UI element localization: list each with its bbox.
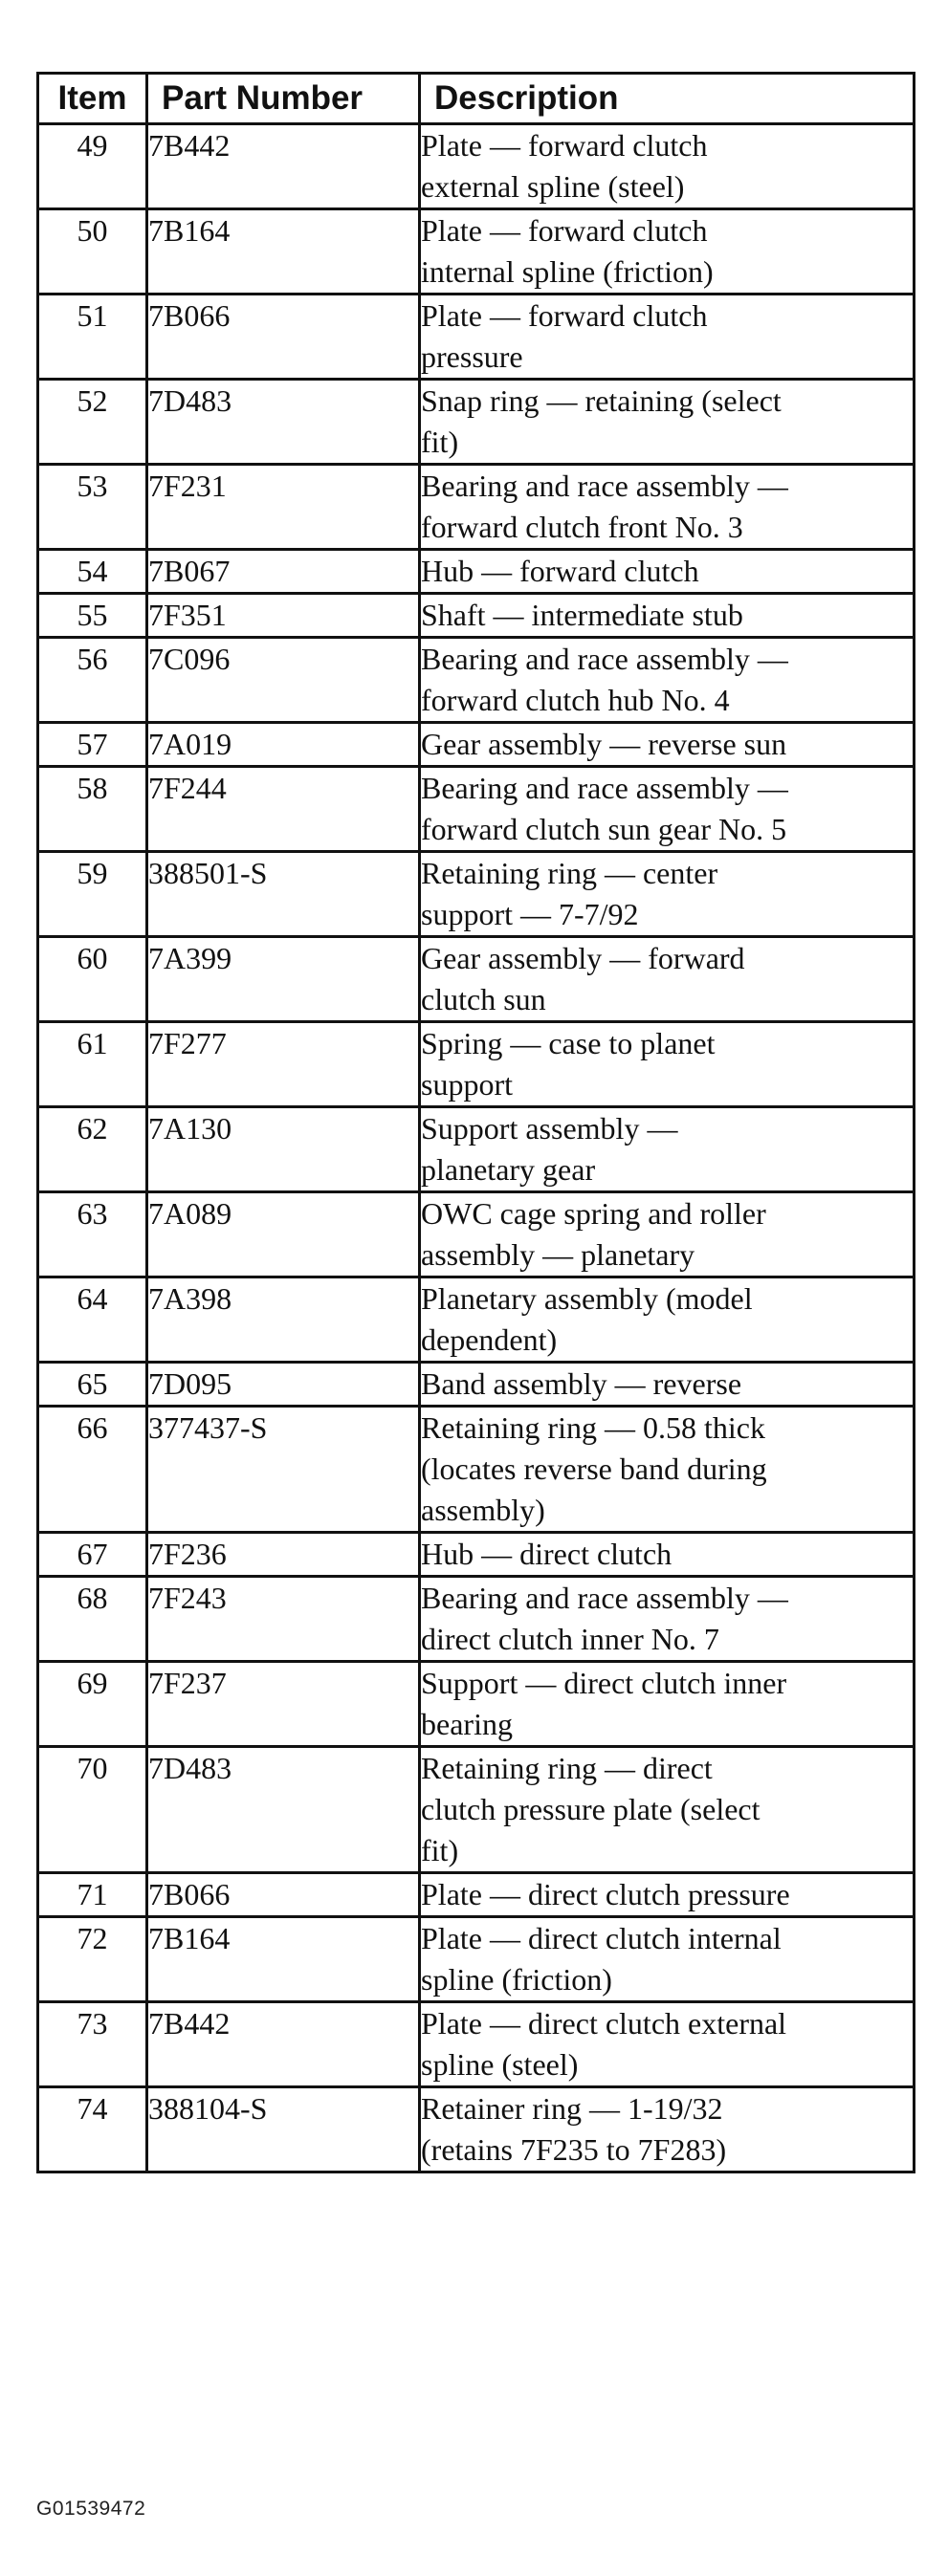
item-number-cell: 50 (38, 209, 147, 295)
part-number-cell: 7A398 (147, 1277, 420, 1363)
table-row (38, 380, 915, 465)
part-number-cell: 7B066 (147, 295, 420, 380)
description-line: Support assembly — (421, 1111, 678, 1146)
description-line: Hub — forward clutch (421, 554, 699, 588)
part-number-cell: 7D483 (147, 1747, 420, 1873)
description-cell (420, 723, 915, 767)
part-number-cell: 7F237 (147, 1662, 420, 1747)
description-line: Spring — case to planet (421, 1026, 716, 1060)
description-line: Gear assembly — reverse sun (421, 727, 787, 761)
column-header-item (38, 74, 147, 124)
item-number-cell: 61 (38, 1022, 147, 1107)
part-number-cell: 7A019 (147, 723, 420, 767)
description-cell (420, 1107, 915, 1192)
description-line: Plate — direct clutch pressure (421, 1877, 790, 1911)
description-cell (420, 1917, 915, 2002)
item-number-cell: 70 (38, 1747, 147, 1873)
parts-table (36, 72, 915, 2173)
description-cell (420, 1533, 915, 1577)
parts-list-sheet (36, 72, 913, 2173)
item-number-cell: 68 (38, 1577, 147, 1662)
item-number-cell: 56 (38, 638, 147, 723)
description-line: Retaining ring — direct (421, 1751, 713, 1785)
description-line: assembly) (421, 1493, 545, 1527)
part-number-cell: 7F351 (147, 594, 420, 638)
description-line: Retaining ring — center (421, 856, 718, 890)
description-cell (420, 937, 915, 1022)
table-row (38, 1917, 915, 2002)
table-row (38, 638, 915, 723)
item-number-cell: 60 (38, 937, 147, 1022)
part-number-cell: 7F277 (147, 1022, 420, 1107)
description-cell (420, 638, 915, 723)
description-line: Band assembly — reverse (421, 1366, 742, 1401)
part-number-cell: 7F236 (147, 1533, 420, 1577)
description-line: fit) (421, 425, 459, 459)
item-number-cell: 57 (38, 723, 147, 767)
table-row (38, 1363, 915, 1407)
table-row (38, 1533, 915, 1577)
description-line: Plate — direct clutch internal (421, 1921, 782, 1955)
item-number-cell: 62 (38, 1107, 147, 1192)
part-number-cell: 7B442 (147, 2002, 420, 2087)
table-row (38, 1407, 915, 1533)
table-row (38, 209, 915, 295)
item-number-cell: 66 (38, 1407, 147, 1533)
item-number-cell: 69 (38, 1662, 147, 1747)
description-line: Planetary assembly (model (421, 1281, 753, 1316)
column-header-part-number (147, 74, 420, 124)
item-number-cell: 53 (38, 465, 147, 550)
column-header-description (420, 74, 915, 124)
table-row (38, 2087, 915, 2172)
description-line: Plate — forward clutch (421, 128, 708, 163)
description-line: Bearing and race assembly — (421, 1581, 788, 1615)
column-header-description-label: Description (434, 79, 619, 117)
description-cell (420, 1577, 915, 1662)
item-number-cell: 64 (38, 1277, 147, 1363)
item-number-cell: 51 (38, 295, 147, 380)
description-cell (420, 594, 915, 638)
item-number-cell: 55 (38, 594, 147, 638)
description-line: internal spline (friction) (421, 254, 714, 289)
description-line: (locates reverse band during (421, 1452, 767, 1486)
part-number-cell: 7B067 (147, 550, 420, 594)
table-row (38, 465, 915, 550)
table-row (38, 1107, 915, 1192)
description-cell (420, 1662, 915, 1747)
description-line: spline (steel) (421, 2047, 579, 2082)
item-number-cell: 54 (38, 550, 147, 594)
part-number-cell: 377437-S (147, 1407, 420, 1533)
description-cell (420, 550, 915, 594)
description-cell (420, 1747, 915, 1873)
description-cell (420, 1363, 915, 1407)
item-number-cell: 71 (38, 1873, 147, 1917)
description-cell (420, 1022, 915, 1107)
description-line: Gear assembly — forward (421, 941, 745, 975)
description-line: dependent) (421, 1322, 558, 1357)
description-line: fit) (421, 1833, 459, 1867)
description-line: planetary gear (421, 1152, 596, 1187)
description-cell (420, 295, 915, 380)
description-cell (420, 380, 915, 465)
description-cell (420, 1407, 915, 1533)
table-row (38, 937, 915, 1022)
item-number-cell: 49 (38, 124, 147, 209)
description-cell (420, 1192, 915, 1277)
description-line: (retains 7F235 to 7F283) (421, 2132, 727, 2167)
header-row (38, 74, 915, 124)
description-cell (420, 124, 915, 209)
table-row (38, 1277, 915, 1363)
description-line: Bearing and race assembly — (421, 642, 788, 676)
description-line: forward clutch front No. 3 (421, 510, 743, 544)
part-number-cell: 7A089 (147, 1192, 420, 1277)
table-row (38, 550, 915, 594)
column-header-part-number-label: Part Number (162, 79, 364, 117)
part-number-cell: 7A399 (147, 937, 420, 1022)
part-number-cell: 7F231 (147, 465, 420, 550)
part-number-cell: 7A130 (147, 1107, 420, 1192)
part-number-cell: 7D095 (147, 1363, 420, 1407)
table-row (38, 1873, 915, 1917)
table-row (38, 124, 915, 209)
description-line: forward clutch sun gear No. 5 (421, 812, 787, 846)
part-number-cell: 7F243 (147, 1577, 420, 1662)
description-line: Support — direct clutch inner (421, 1666, 787, 1700)
item-number-cell: 52 (38, 380, 147, 465)
table-row (38, 1577, 915, 1662)
part-number-cell: 7B164 (147, 209, 420, 295)
description-line: Plate — forward clutch (421, 213, 708, 248)
description-line: external spline (steel) (421, 169, 685, 204)
part-number-cell: 388104-S (147, 2087, 420, 2172)
figure-id: G01539472 (36, 2498, 146, 2520)
description-line: Bearing and race assembly — (421, 771, 788, 805)
part-number-cell: 7B066 (147, 1873, 420, 1917)
description-line: Hub — direct clutch (421, 1537, 672, 1571)
description-line: Snap ring — retaining (select (421, 383, 782, 418)
description-line: Shaft — intermediate stub (421, 598, 743, 632)
part-number-cell: 388501-S (147, 852, 420, 937)
description-line: pressure (421, 339, 523, 374)
description-cell (420, 852, 915, 937)
item-number-cell: 72 (38, 1917, 147, 2002)
item-number-cell: 67 (38, 1533, 147, 1577)
description-line: forward clutch hub No. 4 (421, 683, 730, 717)
description-line: Retainer ring — 1-19/32 (421, 2091, 723, 2126)
description-line: support — 7-7/92 (421, 897, 639, 931)
description-cell (420, 465, 915, 550)
description-cell (420, 2002, 915, 2087)
item-number-cell: 59 (38, 852, 147, 937)
item-number-cell: 74 (38, 2087, 147, 2172)
description-cell (420, 1277, 915, 1363)
part-number-cell: 7C096 (147, 638, 420, 723)
description-line: spline (friction) (421, 1962, 612, 1997)
description-line: bearing (421, 1707, 513, 1741)
table-row (38, 723, 915, 767)
item-number-cell: 58 (38, 767, 147, 852)
description-cell (420, 1873, 915, 1917)
description-line: Plate — direct clutch external (421, 2006, 787, 2041)
description-cell (420, 209, 915, 295)
table-row (38, 1192, 915, 1277)
description-line: clutch sun (421, 982, 546, 1016)
description-line: direct clutch inner No. 7 (421, 1622, 719, 1656)
table-row (38, 767, 915, 852)
table-row (38, 295, 915, 380)
description-line: Bearing and race assembly — (421, 469, 788, 503)
description-line: OWC cage spring and roller (421, 1196, 766, 1231)
part-number-cell: 7B164 (147, 1917, 420, 2002)
table-row (38, 1022, 915, 1107)
item-number-cell: 73 (38, 2002, 147, 2087)
description-line: support (421, 1067, 513, 1102)
part-number-cell: 7B442 (147, 124, 420, 209)
column-header-item-label: Item (57, 79, 127, 117)
parts-table-body (38, 124, 915, 2172)
item-number-cell: 63 (38, 1192, 147, 1277)
table-row (38, 852, 915, 937)
description-line: Retaining ring — 0.58 thick (421, 1410, 765, 1445)
item-number-cell: 65 (38, 1363, 147, 1407)
table-row (38, 2002, 915, 2087)
description-line: Plate — forward clutch (421, 298, 708, 333)
description-cell (420, 2087, 915, 2172)
description-line: clutch pressure plate (select (421, 1792, 761, 1826)
table-row (38, 594, 915, 638)
description-cell (420, 767, 915, 852)
description-line: assembly — planetary (421, 1237, 695, 1272)
part-number-cell: 7D483 (147, 380, 420, 465)
part-number-cell: 7F244 (147, 767, 420, 852)
table-row (38, 1747, 915, 1873)
table-row (38, 1662, 915, 1747)
